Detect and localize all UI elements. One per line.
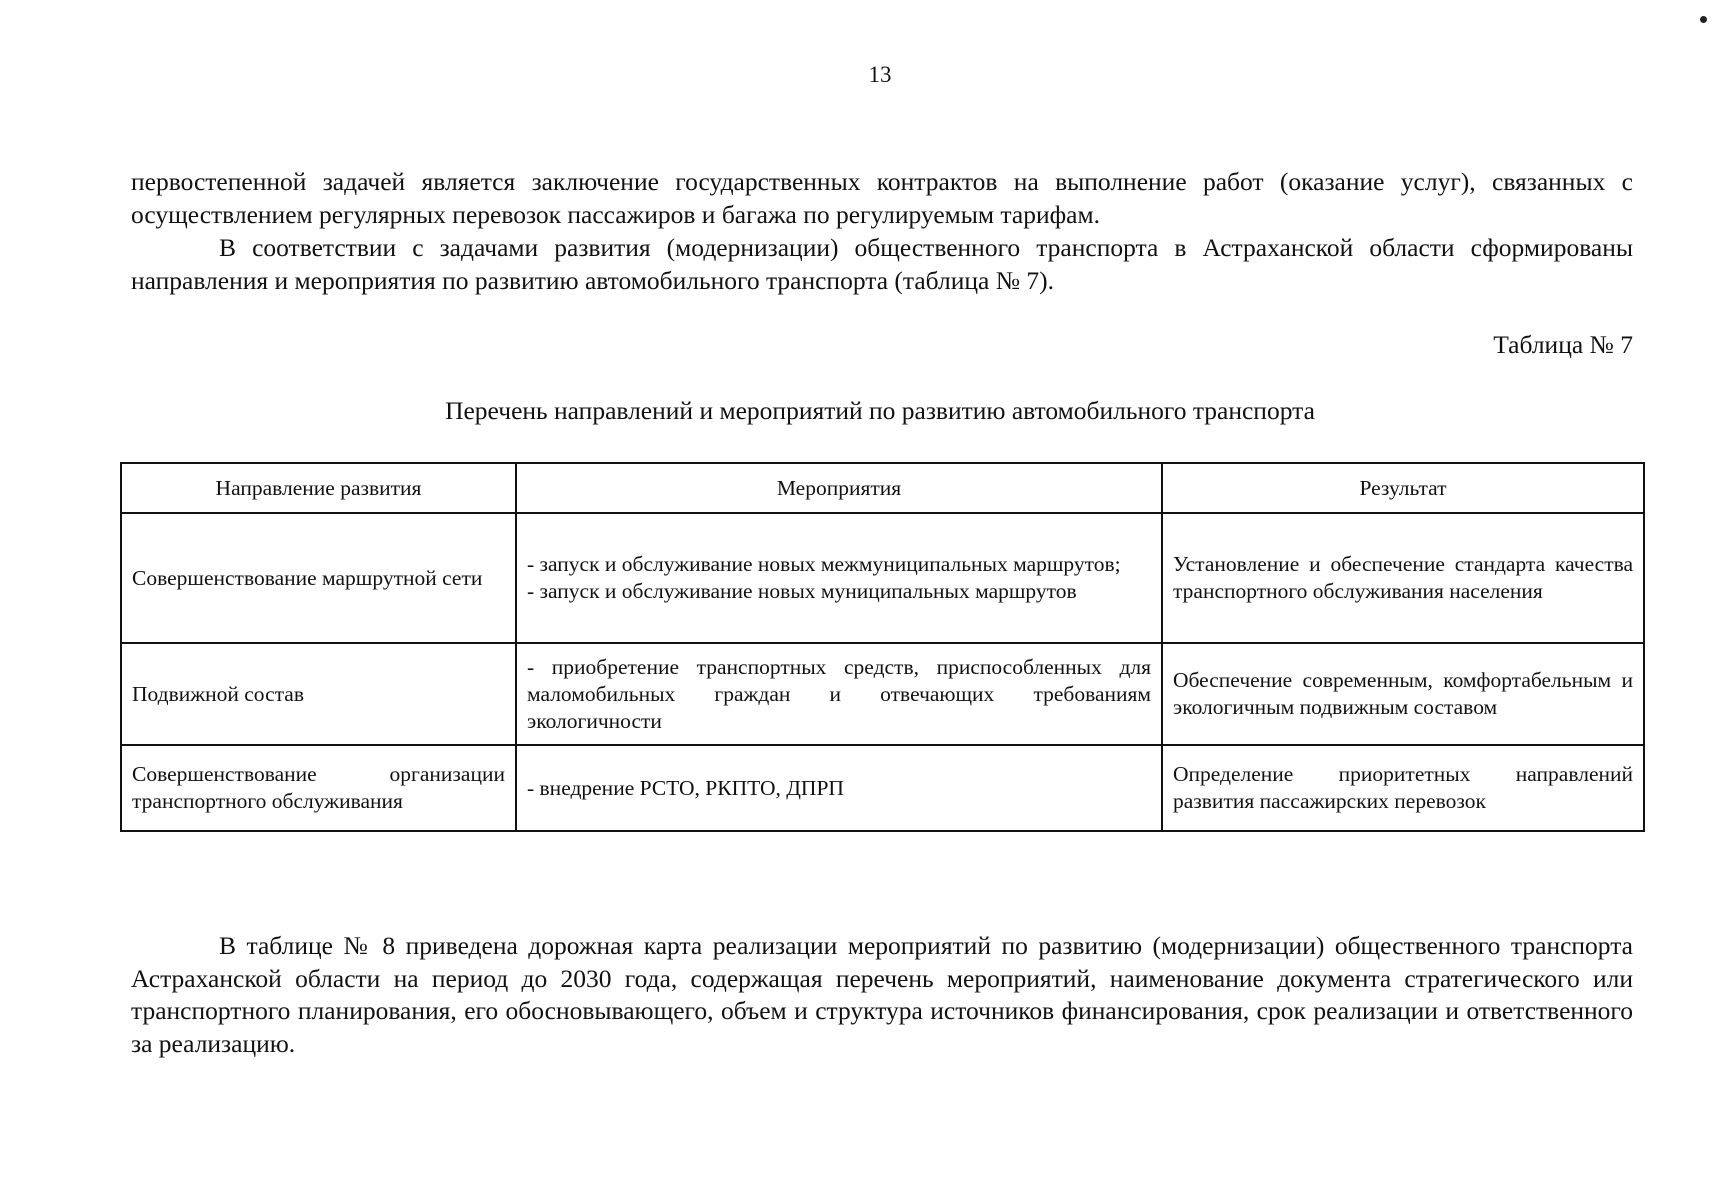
table-label: Таблица № 7 <box>1493 330 1633 359</box>
paragraph-continuation: первостепенной задачей является заключение государственных контрактов на выполнение работ (оказание услуг), связанных с осуществлением регулярных перевозок пассажиров и багажа по регулируемым тарифам. <box>131 167 1633 229</box>
measures-table <box>120 462 1645 832</box>
header-direction: Направление развития <box>121 463 516 513</box>
paragraph-roadmap-text: В таблице № 8 приведена дорожная карта реализации мероприятий по развитию (модернизации) общественного транспорта Астраханской области на период до 2030 года, содержащая перечень мероприятий, наименование документа стратегического или транспортного планирования, его обосновывающего, объем и структура источников финансирования, срок реализации и ответственного за реализацию. <box>131 931 1633 1058</box>
cell-measures <box>516 643 1162 745</box>
paragraph-intro-table-7 <box>131 232 1633 297</box>
table-title: Перечень направлений и мероприятий по развитию автомобильного транспорта <box>445 396 1315 425</box>
measure-item: - приобретение транспортных средств, приспособленных для маломобильных граждан и отвечающих требованиям экологичности <box>527 654 1151 733</box>
cell-direction: Совершенствование организации транспортного обслуживания <box>121 745 516 831</box>
paragraph-roadmap-table-8 <box>131 930 1633 1060</box>
cell-measures <box>516 513 1162 643</box>
cell-direction: Совершенствование маршрутной сети <box>121 513 516 643</box>
page-number: 13 <box>868 62 892 87</box>
cell-measures <box>516 745 1162 831</box>
table-row <box>121 513 1644 643</box>
table-row <box>121 745 1644 831</box>
table-header-row <box>121 463 1644 513</box>
cell-result: Обеспечение современным, комфортабельным и экологичным подвижным составом <box>1162 643 1644 745</box>
header-result: Результат <box>1162 463 1644 513</box>
table-row <box>121 643 1644 745</box>
cell-result: Установление и обеспечение стандарта качества транспортного обслуживания населения <box>1162 513 1644 643</box>
cell-result: Определение приоритетных направлений развития пассажирских перевозок <box>1162 745 1644 831</box>
measure-item: - запуск и обслуживание новых муниципальных маршрутов <box>527 579 1077 603</box>
header-measures: Мероприятия <box>516 463 1162 513</box>
measure-item: - запуск и обслуживание новых межмуниципальных маршрутов; <box>527 552 1121 576</box>
cell-direction: Подвижной состав <box>121 643 516 745</box>
scan-artifact-dot <box>1700 16 1707 23</box>
paragraph-intro-text: В соответствии с задачами развития (модернизации) общественного транспорта в Астраханской области сформированы направления и мероприятия по развитию автомобильного транспорта (таблица № 7). <box>131 233 1633 295</box>
measure-item: - внедрение РСТО, РКПТО, ДПРП <box>527 775 844 800</box>
